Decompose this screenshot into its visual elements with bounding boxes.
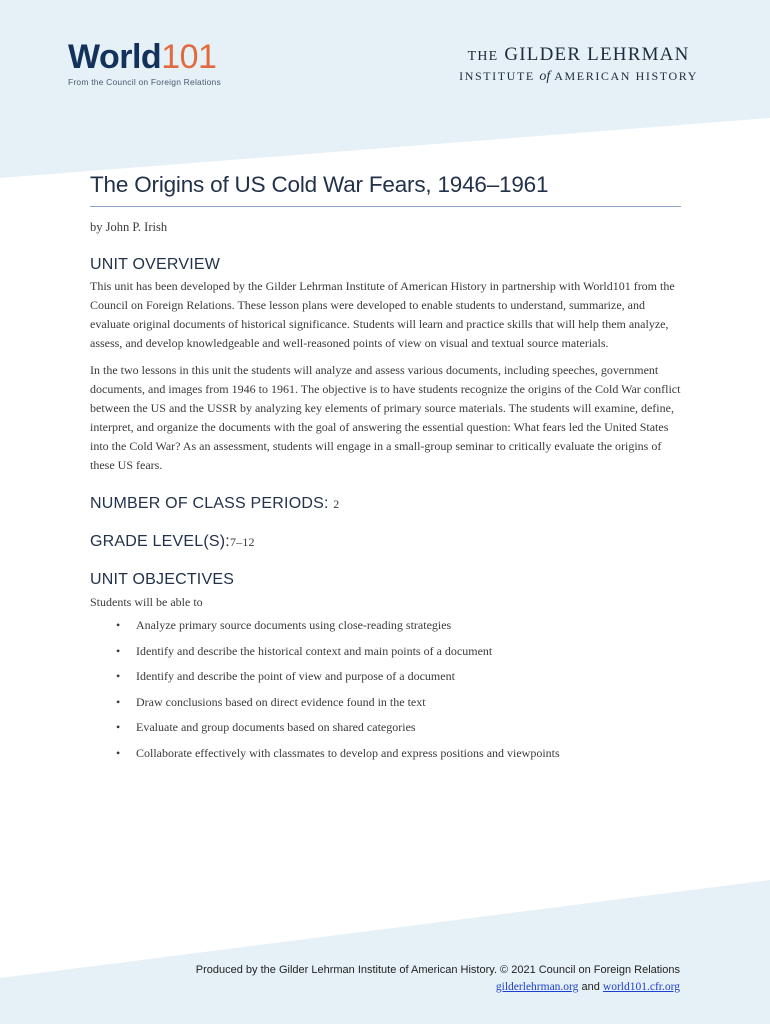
gl-of: of	[539, 69, 551, 84]
overview-paragraph: This unit has been developed by the Gilder Lehrman Institute of American History in partnership with World101 from the Council on Foreign Relations. These lesson plans were developed to enable students to understand, summarize, and evaluate original documents of historical significance. Students will learn and practice skills that will help them analyze, assess, and develop knowledgeable and well-reasoned points of view on visual and textual source materials.	[90, 279, 675, 350]
gl-the: THE	[467, 49, 499, 64]
objective-text: Collaborate effectively with classmates to develop and express positions and viewpoints	[136, 745, 560, 760]
document-title: The Origins of US Cold War Fears, 1946–1961	[90, 172, 549, 197]
document-body	[90, 256, 682, 769]
footer-credit: Produced by the Gilder Lehrman Institute of American History. © 2021 Council on Foreign Relations	[195, 964, 680, 976]
gilder-lehrman-logo	[459, 44, 698, 85]
world101-link[interactable]: world101.cfr.org	[602, 981, 680, 993]
bullet-icon: •	[116, 694, 121, 709]
bullet-icon: •	[116, 643, 121, 658]
objective-text: Analyze primary source documents using close-reading strategies	[136, 618, 452, 632]
list-item	[90, 667, 682, 685]
gilderlehrman-link[interactable]: gilderlehrman.org	[495, 981, 579, 993]
footer-conjunction: and	[581, 981, 600, 993]
page-footer	[0, 962, 680, 996]
class-periods-heading	[90, 495, 682, 513]
grade-levels-label: GRADE LEVEL(S):	[90, 533, 230, 550]
bullet-icon: •	[116, 720, 121, 734]
objective-text: Evaluate and group documents based on shared categories	[136, 720, 416, 734]
bullet-icon: •	[116, 745, 121, 760]
objectives-intro: Students will be able to	[90, 595, 203, 609]
footer-background	[0, 880, 770, 1024]
unit-objectives-heading: UNIT OBJECTIVES	[90, 571, 235, 588]
list-item	[90, 693, 682, 711]
logo-tagline: From the Council on Foreign Relations	[68, 77, 221, 87]
bullet-icon: •	[116, 669, 121, 683]
overview-paragraph: In the two lessons in this unit the students will analyze and assess various documents, including speeches, government documents, and images from 1946 to 1961. The objective is to have students recognize the origins of the Cold War conflict between the US and the USSR by analyzing key elements of primary source materials. The students will examine, define, interpret, and organize the documents with the goal of answering the essential question: What fears led the United States into the Cold War? As an assessment, students will engage in a small-group seminar to critically evaluate the origins of these US fears.	[90, 363, 681, 472]
list-item	[90, 744, 682, 762]
unit-overview-heading: UNIT OVERVIEW	[90, 256, 221, 273]
world101-logo	[68, 40, 221, 87]
class-periods-value: 2	[333, 497, 340, 511]
footer-links	[0, 979, 680, 996]
objective-text: Identify and describe the historical context and main points of a document	[136, 643, 493, 658]
gl-name: GILDER LEHRMAN	[504, 44, 690, 65]
grade-levels-value: 7–12	[229, 535, 255, 549]
byline: by John P. Irish	[90, 220, 168, 234]
list-item	[90, 616, 682, 634]
list-item	[90, 718, 682, 736]
gl-institute: INSTITUTE	[459, 69, 535, 83]
class-periods-label: NUMBER OF CLASS PERIODS:	[90, 495, 329, 512]
objective-text: Draw conclusions based on direct evidence found in the text	[136, 694, 426, 709]
list-item	[90, 642, 682, 660]
objective-text: Identify and describe the point of view and purpose of a document	[136, 669, 455, 683]
grade-levels-heading	[90, 533, 682, 551]
bullet-icon: •	[116, 618, 121, 632]
logo-word: World	[68, 38, 162, 76]
title-divider	[90, 206, 681, 207]
logo-number: 101	[161, 38, 217, 76]
header-background	[0, 0, 770, 200]
gl-american-history: AMERICAN HISTORY	[554, 69, 698, 83]
objectives-list	[90, 616, 682, 762]
